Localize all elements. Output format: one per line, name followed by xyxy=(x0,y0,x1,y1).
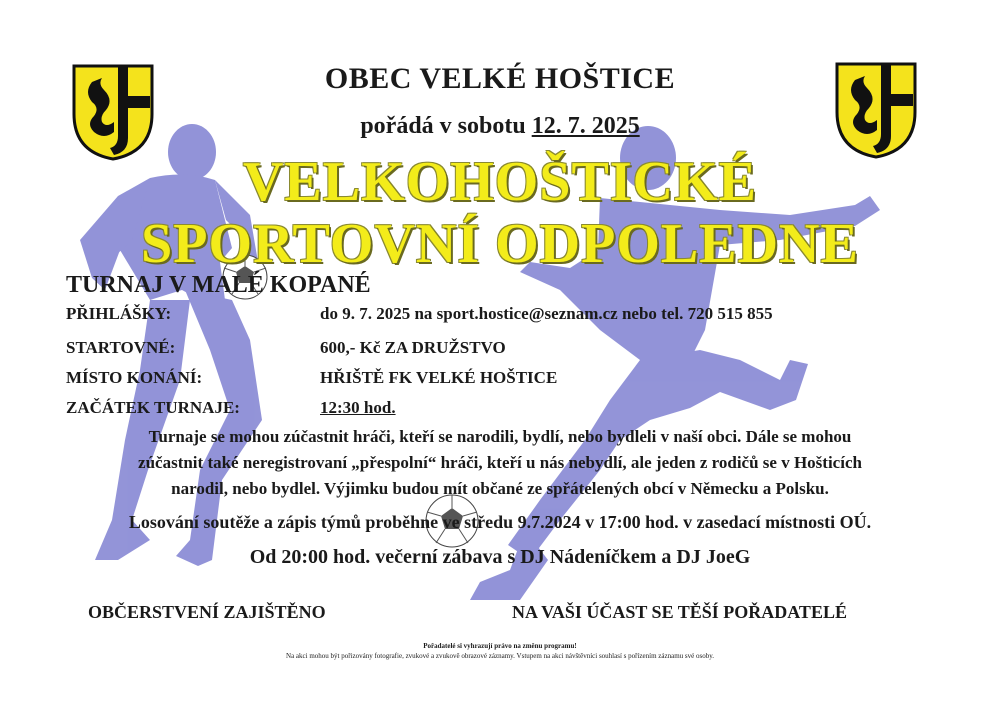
entry-fee-label: STARTOVNÉ: xyxy=(66,338,176,357)
program-change-note: Pořadatelé si vyhrazují právo na změnu programu! xyxy=(423,642,577,650)
page-title: OBEC VELKÉ HOŠTICE xyxy=(324,62,676,95)
event-name-line1: VELKOHOŠTICKÉ xyxy=(242,151,758,213)
organizers-note: NA VAŠI ÚČAST SE TĚŠÍ POŘADATELÉ xyxy=(512,602,847,622)
recording-consent-note: Na akci mohou být pořizovány fotografie, zvukové a zvukově obrazové záznamy. Vstupem na akci návštěvníci souhlasí s pořízením záznamu své osoby. xyxy=(286,652,714,660)
event-name-line2: SPORTOVNÍ ODPOLEDNE xyxy=(141,213,859,275)
tournament-title: TURNAJ V MALÉ KOPANÉ xyxy=(66,272,371,298)
venue-value: HŘIŠTĚ FK VELKÉ HOŠTICE xyxy=(320,368,558,387)
event-date: 12. 7. 2025 xyxy=(531,113,640,139)
refreshments-note: OBČERSTVENÍ ZAJIŠTĚNO xyxy=(88,602,326,622)
eligibility-line-2: zúčastnit také neregistrovaní „přespolní“ hráči, kteří u nás nebydlí, ale jeden z rodičů se v Hošticích xyxy=(138,453,862,472)
entry-fee-value: 600,- Kč ZA DRUŽSTVO xyxy=(320,338,506,357)
registration-label: PŘIHLÁŠKY: xyxy=(66,304,172,323)
start-time-value: 12:30 hod. xyxy=(320,398,396,417)
evening-entertainment: Od 20:00 hod. večerní zábava s DJ Nádeníčkem a DJ JoeG xyxy=(249,546,751,568)
eligibility-line-3: narodil, nebo bydlel. Výjimku budou mít občané ze spřátelených obcí v Německu a Polsku. xyxy=(171,479,829,498)
eligibility-paragraph xyxy=(40,424,960,502)
subtitle-prefix: pořádá v sobotu xyxy=(360,113,532,139)
draw-info: Losování soutěže a zápis týmů proběhne ve středu 9.7.2024 v 17:00 hod. v zasedací místnosti OÚ. xyxy=(128,512,872,532)
venue-label: MÍSTO KONÁNÍ: xyxy=(66,368,203,387)
event-date-line xyxy=(0,113,1000,140)
registration-value: do 9. 7. 2025 na sport.hostice@seznam.cz nebo tel. 720 515 855 xyxy=(320,304,773,323)
start-time-label: ZAČÁTEK TURNAJE: xyxy=(66,398,240,417)
eligibility-line-1: Turnaje se mohou zúčastnit hráči, kteří se narodili, bydlí, nebo bydleli v naší obci. Dále se mohou xyxy=(148,427,852,446)
